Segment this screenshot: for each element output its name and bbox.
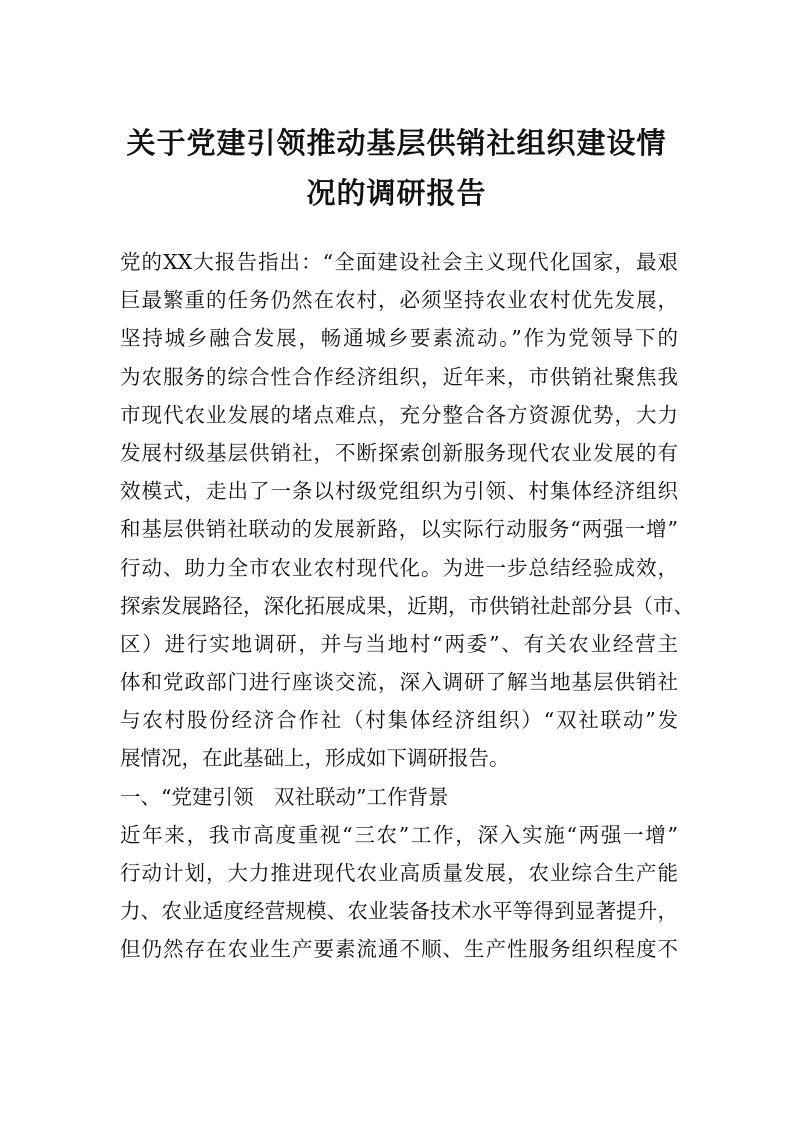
intro-paragraph	[120, 243, 694, 778]
text-line: 区）进行实地调研，并与当地村“两委”、有关农业经营主	[120, 631, 678, 656]
text-line: 行动、助力全市农业农村现代化。为进一步总结经验成效，	[120, 555, 678, 580]
text-line: 但仍然存在农业生产要素流通不顺、生产性服务组织程度不	[120, 937, 678, 962]
text-line: 为农服务的综合性合作经济组织，近年来，市供销社聚焦我	[120, 364, 678, 389]
text-line: 党的XX大报告指出：“全面建设社会主义现代化国家，最艰	[120, 250, 678, 274]
text-line: 行动计划，大力推进现代农业高质量发展，农业综合生产能	[120, 861, 678, 885]
text-line: 坚持城乡融合发展，畅通城乡要素流动。”作为党领导下的	[120, 326, 678, 351]
document-body	[120, 243, 694, 969]
text-line: 与农村股份经济合作社（村集体经济组织）“双社联动”发	[120, 708, 678, 733]
text-line: 力、农业适度经营规模、农业装备技术水平等得到显著提升，	[120, 899, 678, 924]
text-line: 探索发展路径，深化拓展成果，近期，市供销社赴部分县（市、	[120, 593, 694, 618]
text-line: 市现代农业发展的堵点难点，充分整合各方资源优势，大力	[120, 402, 678, 427]
text-line: 效模式，走出了一条以村级党组织为引领、村集体经济组织	[120, 479, 678, 504]
section-heading: 一、“党建引领 双社联动”工作背景	[120, 784, 449, 809]
title-line-2: 况的调研报告	[306, 176, 487, 210]
document-title	[100, 118, 693, 218]
text-line: 和基层供销社联动的发展新路，以实际行动服务“两强一增”	[120, 517, 678, 542]
section-paragraph	[120, 816, 678, 969]
text-line: 体和党政部门进行座谈交流，深入调研了解当地基层供销社	[120, 670, 678, 695]
text-line: 展情况，在此基础上，形成如下调研报告。	[120, 746, 510, 771]
text-line: 发展村级基层供销社，不断探索创新服务现代农业发展的有	[120, 440, 678, 465]
text-line: 巨最繁重的任务仍然在农村，必须坚持农业农村优先发展，	[120, 288, 678, 313]
title-line-1: 关于党建引领推动基层供销社组织建设情	[126, 126, 667, 160]
text-line: 近年来，我市高度重视“三农”工作，深入实施“两强一增”	[120, 822, 678, 847]
